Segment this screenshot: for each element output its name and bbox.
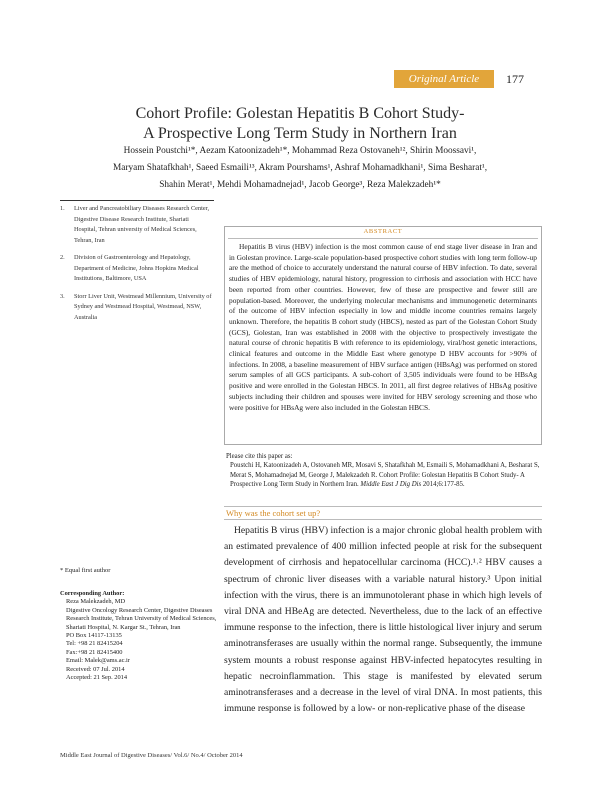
corr-line: Accepted: 21 Sep. 2014	[66, 674, 128, 682]
affiliation-number: 2.	[60, 254, 65, 261]
abstract-heading	[224, 226, 542, 240]
affiliation-text: Division of Gastroenterology and Hepatology, Department of Medicine, Johns Hopkins Medical Institutions, Baltimore, USA	[74, 254, 199, 282]
corresponding-heading: Corresponding Author:	[60, 590, 125, 597]
affiliation-text: Storr Liver Unit, Westmead Millennium, University of Sydney and Westmead Hospital, Westmead, NSW, Australia	[74, 292, 212, 321]
equal-author-note: * Equal first author	[60, 567, 111, 574]
section-body-text: Hepatitis B virus (HBV) infection is a major chronic global health problem with an estimated prevalence of 400 million infected people at risk for the subsequent development of cirrhosis and hepatocellular carcinoma (HCC).¹˒² HBV causes a spectrum of chronic liver diseases with a variable natural history.³ Upon initial infection with the virus, there is an immunotolerant phase in which high levels of viral DNA and HBeAg are detected. Nevertheless, due to the lack of an effective immune response to the infection, there is little histological liver injury and serum aminotransferases are usually within the normal range. Subsequently, the immune system mounts a robust response against HBV-infected hepatocytes resulting in hepatic necroinflammation. This stage is manifested by elevated serum aminotransferases and a decrease in the level of viral DNA. In most patients, this immune response is followed by a low- or non-replicative phase of the disease	[224, 525, 542, 715]
page-number: 177	[506, 72, 524, 86]
citation-journal: Middle East J Dig Dis	[360, 481, 422, 489]
page-footer: Middle East Journal of Digestive Diseases/ Vol.6/ No.4/ October 2014	[60, 752, 243, 759]
affiliation-text: Liver and Pancreatobiliary Diseases Research Center, Digestive Disease Research Institute, Shariati Hospital, Tehran university of Medical Sciences, Tehran, Iran	[74, 205, 210, 244]
corr-line: Digestive Oncology Research Center, Digestive Diseases Research Institute, Tehran University of Medical Sciences, Shariati Hospital, N. Kargar St., Tehran, Iran	[66, 606, 217, 631]
abstract-text: Hepatitis B virus (HBV) infection is the most common cause of end stage liver disease in Iran and in Golestan province. Large-scale population-based prospective cohort studies with long term follow-up are the method of choice to accurately understand the natural course of HBV infection. To date, several studies of HBV epidemiology, natural history, progression to cirrhosis and association with HCC have been reported from other countries. However, few of these are prospective and fewer still are population-based. Moreover, the underlying molecular mechanisms and immunogenetic determinants of the outcome of HBV infection especially in low and middle income countries remains largely unknown. Therefore, the hepatitis B cohort study (HBCS), nested as part of the Golestan Cohort Study (GCS), Golestan, Iran was established in 2008 with the objective to prospectively investigate the natural course of chronic hepatitis B with reference to its epidemiology, viral/host genetic interactions, clinical features and outcome in the Middle East where genotype D HBV accounts for >90% of infections. In 2008, a baseline measurement of HBV surface antigen (HBsAg) was performed on stored serum samples of all GCS participants. A sub-cohort of 3,505 individuals were found to be HBsAg positive and were enrolled in the Golestan HBCS. In 2011, all first degree relatives of HBsAg positive subjects including their children and spouses were invited for HBV serology screening and those who were positive for HBsAg were also included in the Golestan HBCS.	[229, 242, 537, 412]
affiliation-number: 1.	[60, 205, 65, 212]
title-line-1: Cohort Profile: Golestan Hepatitis B Cohort Study-	[135, 105, 465, 122]
corr-line: PO Box 14117-13135	[66, 632, 122, 640]
corr-line: Fax:+98 21 82415400	[66, 648, 123, 656]
affiliations-divider	[60, 200, 214, 201]
article-title	[60, 104, 540, 144]
section-heading: Why was the cohort set up?	[226, 508, 321, 518]
abstract-heading-rule	[228, 238, 538, 239]
authors-line-2: Maryam Shatafkhah¹, Saeed Esmaili¹³, Akram Pourshams¹, Ashraf Mohamadkhani¹, Sima Besharat¹,	[112, 163, 488, 173]
citation-text: Poustchi H, Katoonizadeh A, Ostovaneh MR, Mosavi S, Shatafkhah M, Esmaili S, Mohamadkhani A, Besharat S, Merat S, Mohamadnejad M, George J, Malekzadeh R. Cohort Profile: Golestan Hepatitis B Cohort Study- A Prospective Long Term Study in Northern Iran.	[230, 462, 540, 489]
corr-email[interactable]: Email: Malek@ams.ac.ir	[66, 657, 130, 665]
authors-line-3: Shahin Merat¹, Mehdi Mohamadnejad¹, Jacob George³, Reza Malekzadeh¹*	[159, 180, 441, 190]
citation-ref: 2014;6:177-85.	[422, 481, 465, 489]
citation-body	[226, 461, 540, 489]
title-line-2: A Prospective Long Term Study in Northern Iran	[143, 125, 457, 142]
affiliation-item	[60, 292, 212, 324]
affiliation-item	[60, 253, 212, 285]
corr-line: Tel: +98 21 82415204	[66, 640, 123, 648]
corr-line: Reza Malekzadeh, MD	[66, 598, 126, 606]
abstract-heading-text: ABSTRACT	[363, 228, 403, 235]
affiliation-number: 3.	[60, 292, 65, 300]
affiliations-list	[60, 204, 212, 330]
corr-line: Received: 07 Jul. 2014	[66, 665, 125, 673]
citation-label: Please cite this paper as:	[226, 453, 293, 460]
author-list	[60, 143, 540, 194]
article-type-badge: Original Article	[394, 70, 494, 88]
citation-block	[226, 452, 540, 490]
affiliation-item	[60, 204, 212, 246]
corresponding-author-block	[60, 590, 220, 682]
authors-line-1: Hossein Poustchi¹*, Aezam Katoonizadeh¹*, Mohammad Reza Ostovaneh¹², Shirin Moossavi¹,	[123, 146, 477, 156]
